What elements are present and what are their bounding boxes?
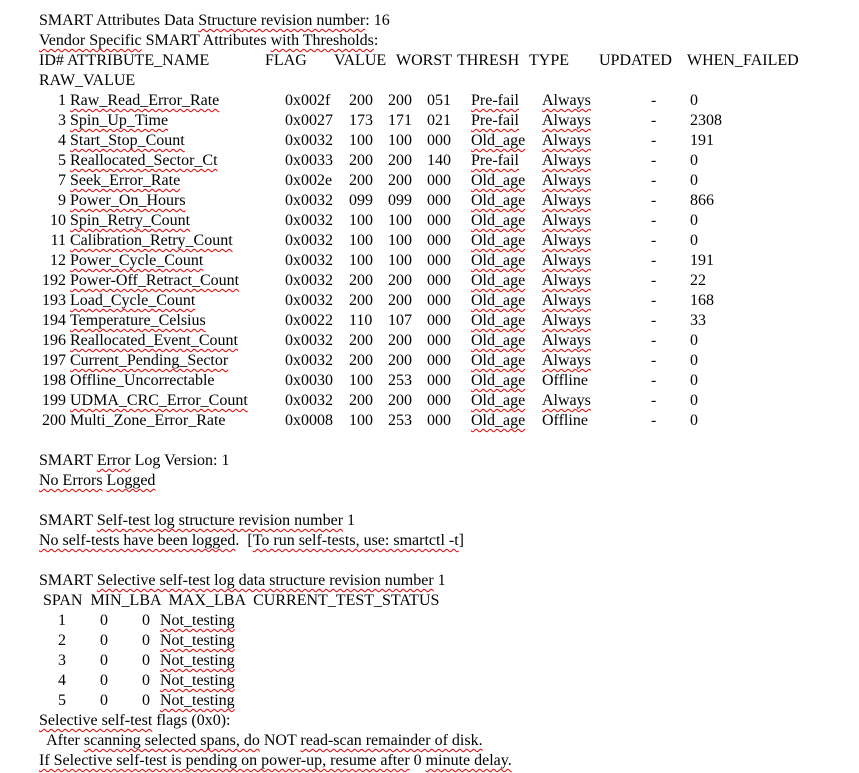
attr-worst: 107 bbox=[388, 312, 412, 329]
text-segment: No Errors bbox=[39, 472, 103, 489]
attribute-row bbox=[39, 411, 854, 431]
attr-value: 200 bbox=[349, 92, 373, 109]
attr-type: Old_age bbox=[471, 392, 526, 409]
text-segment: To run self-tests, use: smartctl -t bbox=[252, 532, 459, 549]
attr-raw-value: 0 bbox=[690, 352, 698, 369]
header-value: VALUE bbox=[334, 52, 387, 69]
attr-updated: Always bbox=[542, 212, 591, 229]
attr-name: Offline_Uncorrectable bbox=[70, 372, 215, 389]
attr-flag: 0x0032 bbox=[285, 332, 333, 349]
attribute-table-header-raw bbox=[39, 71, 854, 91]
attr-value: 173 bbox=[349, 112, 373, 129]
attr-type: Old_age bbox=[471, 252, 526, 269]
span-status: Not_testing bbox=[160, 672, 235, 689]
attribute-row bbox=[39, 191, 854, 211]
span-max-lba: 0 bbox=[142, 632, 150, 649]
attribute-row bbox=[39, 371, 854, 391]
attr-type: Pre-fail bbox=[471, 112, 519, 129]
text-segment: Vendor Specific bbox=[39, 32, 142, 49]
attr-id: 198 bbox=[42, 372, 66, 389]
attr-thresh: 000 bbox=[427, 272, 451, 289]
text-segment: SMART bbox=[39, 512, 97, 529]
attribute-row bbox=[39, 251, 854, 271]
attr-value: 100 bbox=[349, 252, 373, 269]
attr-thresh: 000 bbox=[427, 172, 451, 189]
text-segment: Error bbox=[96, 452, 131, 469]
attr-value: 100 bbox=[349, 412, 373, 429]
attr-updated: Always bbox=[542, 332, 591, 349]
span-min-lba: 0 bbox=[100, 672, 108, 689]
attr-type: Old_age bbox=[471, 292, 526, 309]
text-segment: 1 bbox=[433, 572, 446, 589]
text-segment: After bbox=[39, 732, 84, 749]
attr-when-failed: - bbox=[651, 212, 657, 229]
span-max-lba: 0 bbox=[142, 692, 150, 709]
attr-thresh: 051 bbox=[427, 92, 451, 109]
attr-thresh: 000 bbox=[427, 392, 451, 409]
attr-updated: Always bbox=[542, 312, 591, 329]
text-segment: NOT bbox=[259, 732, 301, 749]
attr-updated: Always bbox=[542, 392, 591, 409]
text-segment: : 16 bbox=[365, 12, 390, 29]
attr-when-failed: - bbox=[651, 152, 657, 169]
attr-thresh: 140 bbox=[427, 152, 451, 169]
attribute-row bbox=[39, 211, 854, 231]
attr-name: Current_Pending_Sector bbox=[70, 352, 229, 369]
span-number: 4 bbox=[58, 672, 66, 689]
attr-updated: Always bbox=[542, 92, 591, 109]
attr-id: 192 bbox=[42, 272, 66, 289]
attr-when-failed: - bbox=[651, 92, 657, 109]
attr-raw-value: 0 bbox=[690, 152, 698, 169]
attr-flag: 0x0032 bbox=[285, 252, 333, 269]
attr-raw-value: 0 bbox=[690, 372, 698, 389]
text-segment: No self-tests have been logged bbox=[39, 532, 236, 549]
attr-worst: 200 bbox=[388, 172, 412, 189]
text-segment: ] bbox=[458, 532, 464, 549]
attr-type: Old_age bbox=[471, 352, 526, 369]
attr-updated: Always bbox=[542, 192, 591, 209]
attr-when-failed: - bbox=[651, 192, 657, 209]
header-thresh: THRESH bbox=[457, 52, 520, 69]
text-segment: SMART bbox=[39, 572, 97, 589]
attr-value: 200 bbox=[349, 272, 373, 289]
attr-flag: 0x0027 bbox=[285, 112, 333, 129]
span-min-lba: 0 bbox=[100, 692, 108, 709]
attr-flag: 0x0032 bbox=[285, 292, 333, 309]
spacer bbox=[39, 431, 854, 451]
attr-value: 100 bbox=[349, 372, 373, 389]
spacer bbox=[39, 551, 854, 571]
text-segment: scanning selected spans, do bbox=[83, 732, 260, 749]
attr-type: Pre-fail bbox=[471, 152, 519, 169]
attr-value: 200 bbox=[349, 292, 373, 309]
attr-thresh: 000 bbox=[427, 232, 451, 249]
attr-type: Old_age bbox=[471, 232, 526, 249]
attribute-table-header bbox=[39, 51, 854, 71]
attr-value: 200 bbox=[349, 392, 373, 409]
smartctl-report bbox=[39, 11, 854, 771]
span-max-lba: 0 bbox=[142, 612, 150, 629]
attr-name: UDMA_CRC_Error_Count bbox=[70, 392, 248, 409]
attr-name: Temperature_Celsius bbox=[70, 312, 206, 329]
attr-when-failed: - bbox=[651, 312, 657, 329]
attr-name: Spin_Retry_Count bbox=[70, 212, 191, 229]
attr-thresh: 021 bbox=[427, 112, 451, 129]
attr-when-failed: - bbox=[651, 412, 657, 429]
header-updated: UPDATED bbox=[599, 52, 672, 69]
attr-name: Raw_Read_Error_Rate bbox=[70, 92, 220, 109]
attr-name: Power_On_Hours bbox=[70, 192, 186, 209]
attr-when-failed: - bbox=[651, 272, 657, 289]
attr-raw-value: 168 bbox=[690, 292, 714, 309]
attribute-row bbox=[39, 151, 854, 171]
header-when-failed: WHEN_FAILED bbox=[687, 52, 799, 69]
attr-flag: 0x0032 bbox=[285, 192, 333, 209]
attr-name: Multi_Zone_Error_Rate bbox=[70, 412, 226, 429]
attr-worst: 100 bbox=[388, 252, 412, 269]
attribute-row bbox=[39, 391, 854, 411]
attr-worst: 200 bbox=[388, 332, 412, 349]
attr-id: 11 bbox=[50, 232, 66, 249]
attribute-row bbox=[39, 111, 854, 131]
attr-when-failed: - bbox=[651, 352, 657, 369]
attr-id: 7 bbox=[58, 172, 66, 189]
attr-id: 12 bbox=[50, 252, 66, 269]
attr-worst: 100 bbox=[388, 212, 412, 229]
attr-worst: 099 bbox=[388, 192, 412, 209]
attr-id: 193 bbox=[42, 292, 66, 309]
attr-thresh: 000 bbox=[427, 292, 451, 309]
attr-id: 9 bbox=[58, 192, 66, 209]
header-worst: WORST bbox=[396, 52, 452, 69]
span-number: 3 bbox=[58, 652, 66, 669]
attr-updated: Always bbox=[542, 292, 591, 309]
attr-thresh: 000 bbox=[427, 212, 451, 229]
attr-type: Old_age bbox=[471, 172, 526, 189]
attr-worst: 200 bbox=[388, 272, 412, 289]
attr-name: Start_Stop_Count bbox=[70, 132, 185, 149]
text-segment: minute delay. bbox=[425, 752, 512, 769]
error-log-status-line bbox=[39, 471, 854, 491]
selective-flags-line bbox=[39, 711, 854, 731]
text-segment: read-scan remainder of disk. bbox=[300, 732, 483, 749]
attr-updated: Always bbox=[542, 132, 591, 149]
attr-thresh: 000 bbox=[427, 132, 451, 149]
selective-log-revision-line bbox=[39, 571, 854, 591]
attr-flag: 0x0030 bbox=[285, 372, 333, 389]
span-status: Not_testing bbox=[160, 692, 235, 709]
attr-type: Old_age bbox=[471, 272, 526, 289]
attr-raw-value: 0 bbox=[690, 212, 698, 229]
attr-worst: 200 bbox=[388, 292, 412, 309]
attr-worst: 200 bbox=[388, 92, 412, 109]
attr-raw-value: 22 bbox=[690, 272, 706, 289]
attr-type: Old_age bbox=[471, 332, 526, 349]
selective-span-row bbox=[39, 671, 854, 691]
vendor-attributes-line bbox=[39, 31, 854, 51]
attr-updated: Offline bbox=[542, 412, 588, 429]
attr-flag: 0x002e bbox=[285, 172, 333, 189]
selective-span-row bbox=[39, 691, 854, 711]
attr-raw-value: 191 bbox=[690, 252, 714, 269]
text-segment: 1 bbox=[343, 512, 356, 529]
attr-id: 199 bbox=[42, 392, 66, 409]
attr-worst: 200 bbox=[388, 392, 412, 409]
attr-raw-value: 866 bbox=[690, 192, 714, 209]
attribute-row bbox=[39, 91, 854, 111]
attr-updated: Always bbox=[542, 112, 591, 129]
attr-name: Load_Cycle_Count bbox=[70, 292, 196, 309]
attribute-row bbox=[39, 351, 854, 371]
attr-updated: Always bbox=[542, 272, 591, 289]
span-max-lba: 0 bbox=[142, 672, 150, 689]
attr-raw-value: 0 bbox=[690, 232, 698, 249]
attr-raw-value: 0 bbox=[690, 392, 698, 409]
attr-value: 200 bbox=[349, 332, 373, 349]
attr-flag: 0x0022 bbox=[285, 312, 333, 329]
attr-name: Power-Off_Retract_Count bbox=[70, 272, 240, 289]
attr-value: 110 bbox=[349, 312, 373, 329]
text-segment: SMART Attributes Data bbox=[39, 12, 199, 29]
span-min-lba: 0 bbox=[100, 612, 108, 629]
span-status: Not_testing bbox=[160, 632, 235, 649]
attr-worst: 200 bbox=[388, 352, 412, 369]
attr-raw-value: 33 bbox=[690, 312, 706, 329]
span-number: 1 bbox=[58, 612, 66, 629]
text-segment: . [ bbox=[235, 532, 253, 549]
attr-type: Old_age bbox=[471, 312, 526, 329]
attr-worst: 253 bbox=[388, 412, 412, 429]
attr-id: 194 bbox=[42, 312, 66, 329]
attributes-revision-line bbox=[39, 11, 854, 31]
attr-worst: 200 bbox=[388, 152, 412, 169]
attr-worst: 100 bbox=[388, 232, 412, 249]
attr-raw-value: 191 bbox=[690, 132, 714, 149]
text-segment: Selective self-test bbox=[39, 712, 153, 729]
span-max-lba: 0 bbox=[142, 652, 150, 669]
span-status: Not_testing bbox=[160, 612, 235, 629]
attr-when-failed: - bbox=[651, 372, 657, 389]
attr-updated: Always bbox=[542, 252, 591, 269]
attr-raw-value: 0 bbox=[690, 412, 698, 429]
selective-pending-line bbox=[39, 751, 854, 771]
attr-updated: Always bbox=[542, 352, 591, 369]
attr-type: Pre-fail bbox=[471, 92, 519, 109]
attr-name: Reallocated_Event_Count bbox=[70, 332, 238, 349]
attr-raw-value: 2308 bbox=[690, 112, 722, 129]
attr-updated: Always bbox=[542, 232, 591, 249]
attr-thresh: 000 bbox=[427, 252, 451, 269]
attr-type: Old_age bbox=[471, 132, 526, 149]
selective-span-rows bbox=[39, 611, 854, 711]
attr-thresh: 000 bbox=[427, 312, 451, 329]
selective-table-header: SPAN MIN_LBA MAX_LBA CURRENT_TEST_STATUS bbox=[39, 592, 440, 609]
text-segment: SMART bbox=[39, 452, 97, 469]
header-type: TYPE bbox=[529, 52, 569, 69]
text-segment: SMART Attributes bbox=[141, 32, 271, 49]
attr-when-failed: - bbox=[651, 112, 657, 129]
header-id-attribute-name: ID# ATTRIBUTE_NAME bbox=[39, 52, 210, 69]
text-segment: Self-test log structure revision number bbox=[96, 512, 344, 529]
attr-value: 200 bbox=[349, 172, 373, 189]
attr-when-failed: - bbox=[651, 392, 657, 409]
attr-value: 099 bbox=[349, 192, 373, 209]
attribute-row bbox=[39, 291, 854, 311]
span-min-lba: 0 bbox=[100, 652, 108, 669]
attr-value: 200 bbox=[349, 152, 373, 169]
error-log-version-line bbox=[39, 451, 854, 471]
attribute-rows bbox=[39, 91, 854, 431]
attr-flag: 0x0032 bbox=[285, 132, 333, 149]
attribute-row bbox=[39, 271, 854, 291]
attr-id: 197 bbox=[42, 352, 66, 369]
attr-flag: 0x0032 bbox=[285, 392, 333, 409]
attr-type: Old_age bbox=[471, 372, 526, 389]
attr-thresh: 000 bbox=[427, 372, 451, 389]
span-min-lba: 0 bbox=[100, 632, 108, 649]
attribute-row bbox=[39, 231, 854, 251]
selective-span-row bbox=[39, 651, 854, 671]
attr-id: 10 bbox=[50, 212, 66, 229]
text-segment: flags (0x0): bbox=[152, 712, 231, 729]
attr-value: 100 bbox=[349, 232, 373, 249]
attr-name: Power_Cycle_Count bbox=[70, 252, 204, 269]
attr-updated: Always bbox=[542, 152, 591, 169]
attr-when-failed: - bbox=[651, 292, 657, 309]
attr-value: 100 bbox=[349, 132, 373, 149]
attr-id: 3 bbox=[58, 112, 66, 129]
span-number: 2 bbox=[58, 632, 66, 649]
attr-raw-value: 0 bbox=[690, 92, 698, 109]
attr-flag: 0x0032 bbox=[285, 272, 333, 289]
attr-raw-value: 0 bbox=[690, 172, 698, 189]
attr-id: 1 bbox=[58, 92, 66, 109]
attr-type: Old_age bbox=[471, 192, 526, 209]
attr-thresh: 000 bbox=[427, 332, 451, 349]
attr-updated: Offline bbox=[542, 372, 588, 389]
attr-thresh: 000 bbox=[427, 412, 451, 429]
text-segment: with Thresholds bbox=[270, 32, 374, 49]
attr-thresh: 000 bbox=[427, 352, 451, 369]
attr-name: Reallocated_Sector_Ct bbox=[70, 152, 218, 169]
attr-when-failed: - bbox=[651, 232, 657, 249]
selective-span-row bbox=[39, 611, 854, 631]
attr-id: 200 bbox=[42, 412, 66, 429]
attr-thresh: 000 bbox=[427, 192, 451, 209]
attr-id: 5 bbox=[58, 152, 66, 169]
attr-value: 100 bbox=[349, 212, 373, 229]
attr-id: 4 bbox=[58, 132, 66, 149]
attr-flag: 0x002f bbox=[285, 92, 331, 109]
attr-name: Spin_Up_Time bbox=[70, 112, 169, 129]
selftest-log-revision-line bbox=[39, 511, 854, 531]
attr-worst: 253 bbox=[388, 372, 412, 389]
attr-worst: 100 bbox=[388, 132, 412, 149]
attr-id: 196 bbox=[42, 332, 66, 349]
attr-type: Old_age bbox=[471, 412, 526, 429]
text-segment: Structure revision number bbox=[198, 12, 366, 29]
attr-worst: 171 bbox=[388, 112, 412, 129]
attribute-row bbox=[39, 171, 854, 191]
text-segment: : bbox=[373, 32, 379, 49]
span-status: Not_testing bbox=[160, 652, 235, 669]
text-segment: Selective self-test log data structure revision number bbox=[96, 572, 434, 589]
text-segment: 0 bbox=[409, 752, 426, 769]
attr-flag: 0x0032 bbox=[285, 232, 333, 249]
attr-value: 200 bbox=[349, 352, 373, 369]
attr-when-failed: - bbox=[651, 172, 657, 189]
spacer bbox=[39, 491, 854, 511]
header-flag: FLAG bbox=[265, 52, 307, 69]
attribute-row bbox=[39, 311, 854, 331]
header-raw-value: RAW_VALUE bbox=[39, 72, 136, 89]
attr-flag: 0x0032 bbox=[285, 352, 333, 369]
attr-when-failed: - bbox=[651, 252, 657, 269]
attribute-row bbox=[39, 331, 854, 351]
attr-type: Old_age bbox=[471, 212, 526, 229]
attr-flag: 0x0032 bbox=[285, 212, 333, 229]
selftest-log-status-line bbox=[39, 531, 854, 551]
text-segment: If Selective self-test is pending on power-up, resume after bbox=[39, 752, 410, 769]
attr-when-failed: - bbox=[651, 332, 657, 349]
attr-when-failed: - bbox=[651, 132, 657, 149]
attr-updated: Always bbox=[542, 172, 591, 189]
attr-flag: 0x0008 bbox=[285, 412, 333, 429]
text-segment: Logged bbox=[106, 472, 156, 489]
selective-after-scan-line bbox=[39, 731, 854, 751]
attr-raw-value: 0 bbox=[690, 332, 698, 349]
text-segment: Log Version: 1 bbox=[130, 452, 230, 469]
span-number: 5 bbox=[58, 692, 66, 709]
selective-span-row bbox=[39, 631, 854, 651]
attr-name: Calibration_Retry_Count bbox=[70, 232, 233, 249]
attr-flag: 0x0033 bbox=[285, 152, 333, 169]
attribute-row bbox=[39, 131, 854, 151]
attr-name: Seek_Error_Rate bbox=[70, 172, 181, 189]
